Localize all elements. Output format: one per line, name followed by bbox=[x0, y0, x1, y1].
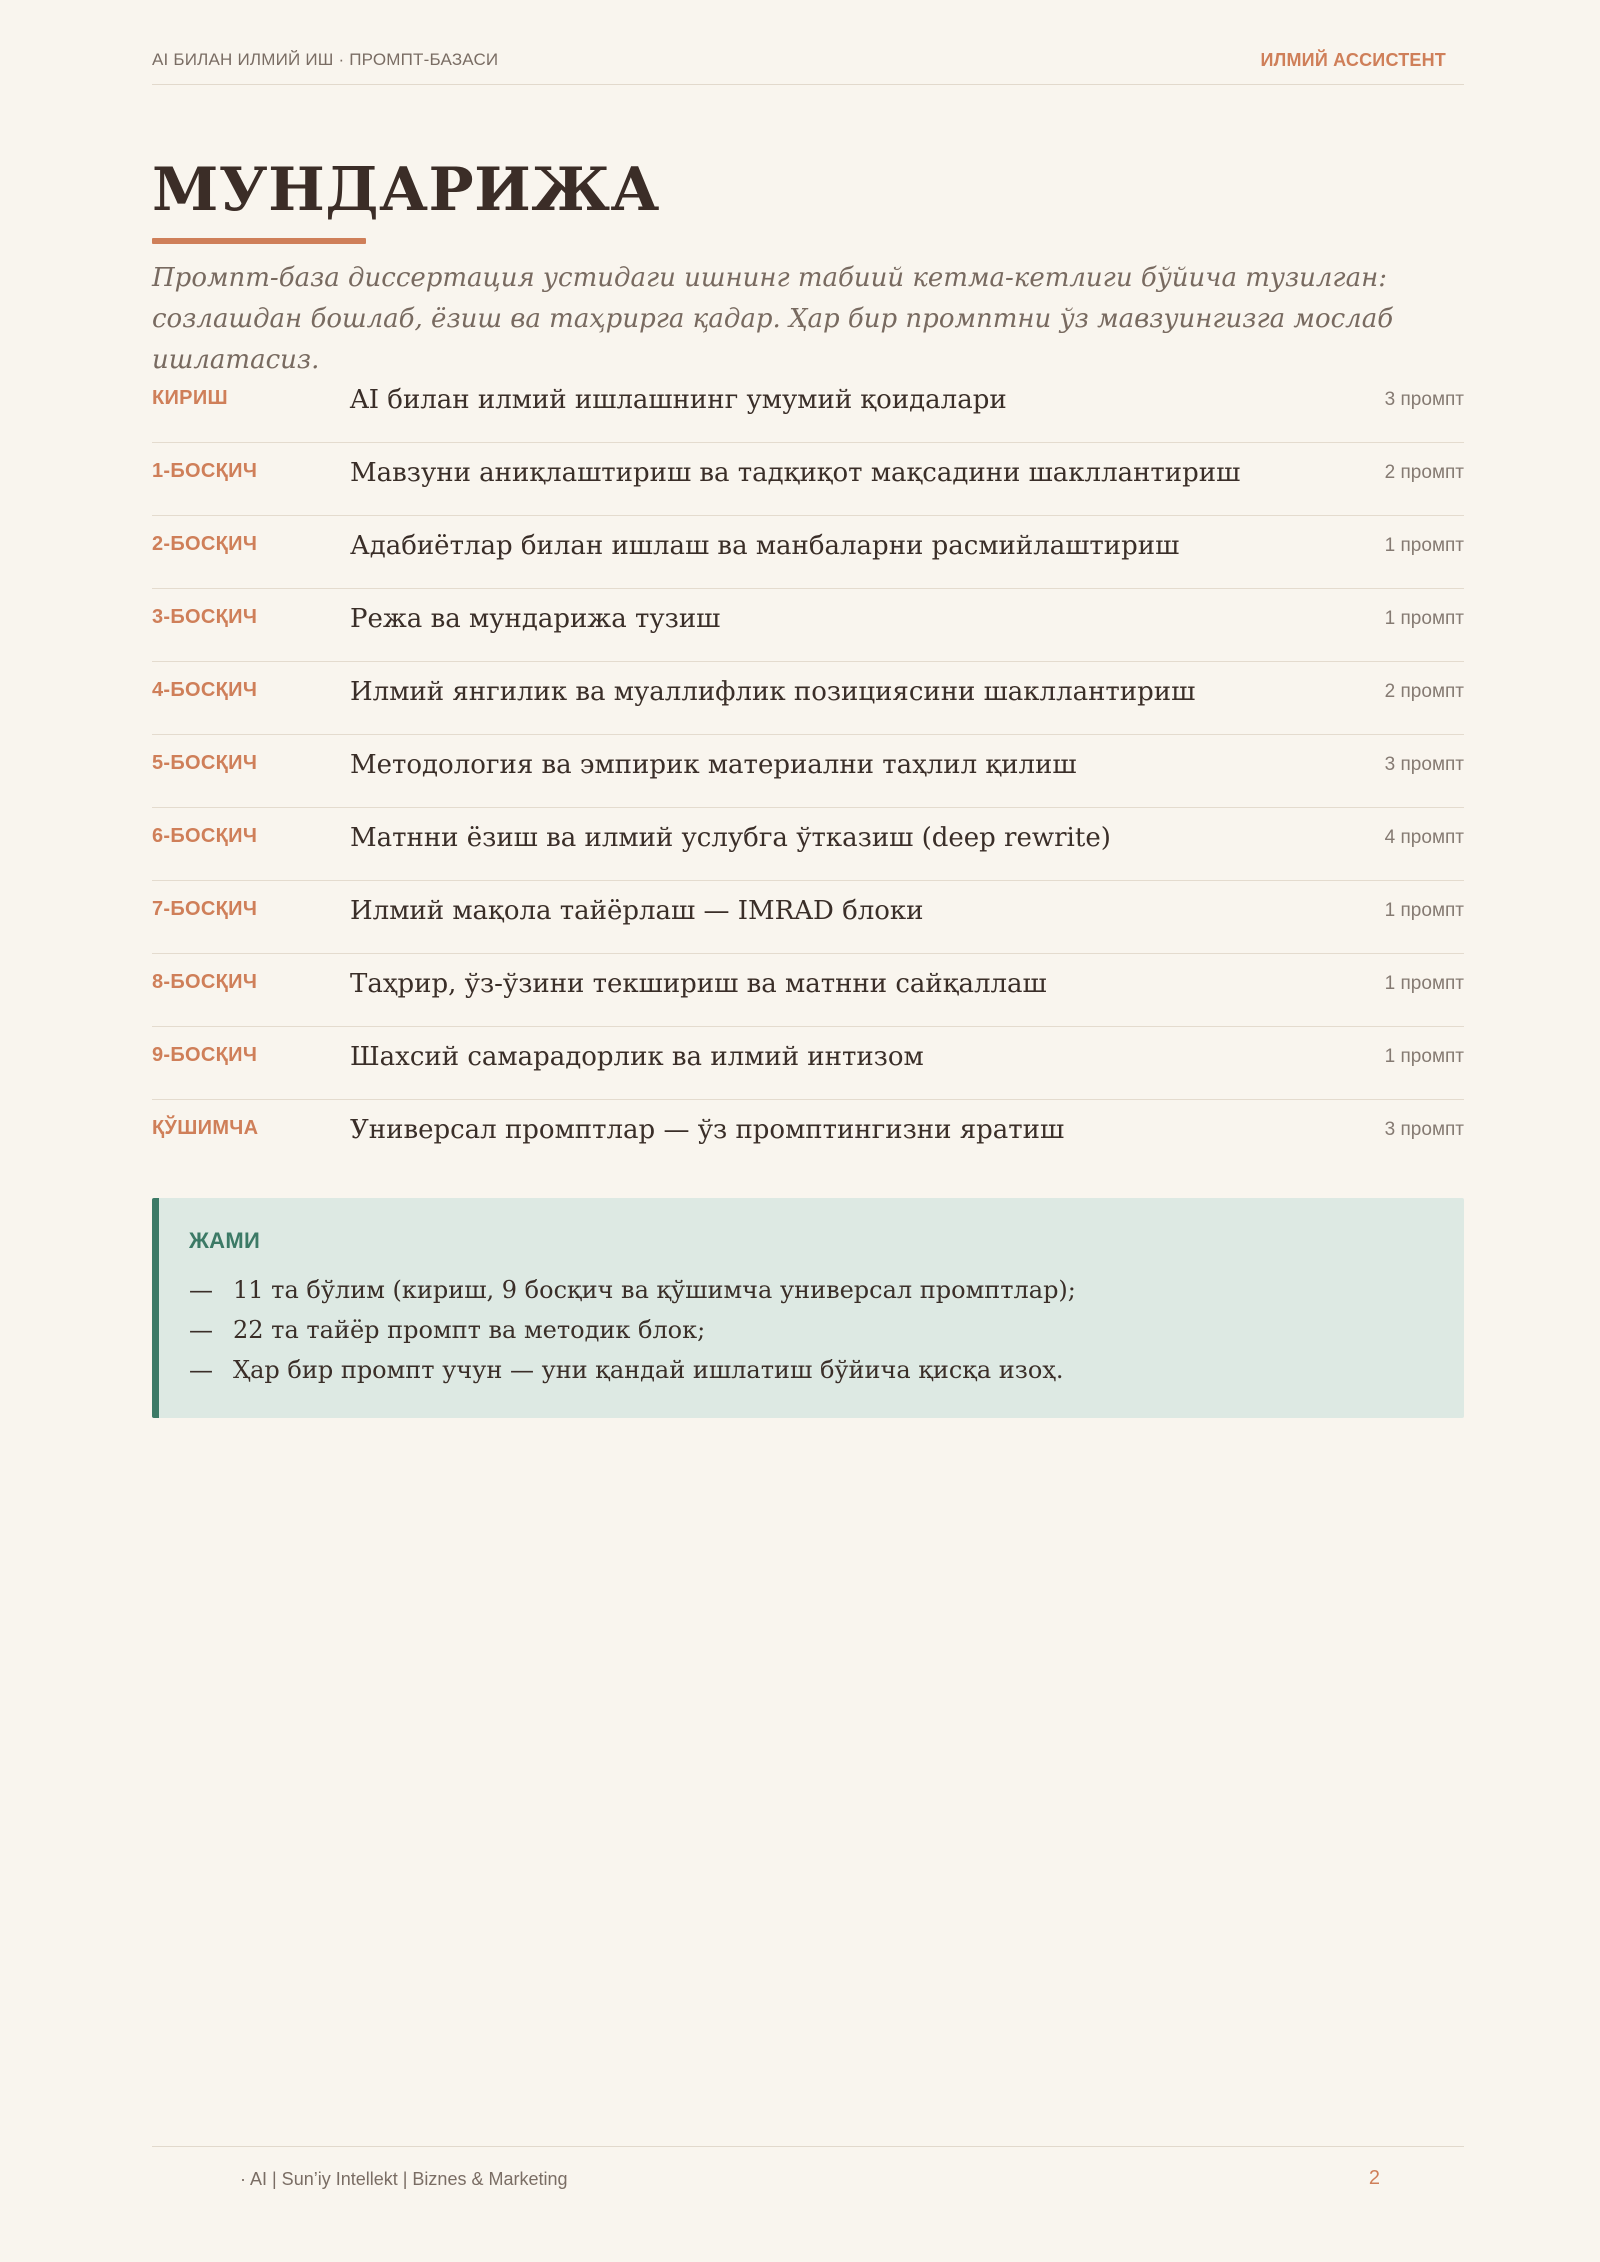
toc-entry-title: Режа ва мундарижа тузиш bbox=[350, 604, 721, 634]
toc-row[interactable] bbox=[152, 1100, 1464, 1172]
toc-entry-title: Адабиётлар билан ишлаш ва манбаларни расмийлаштириш bbox=[350, 531, 1180, 561]
toc-row[interactable] bbox=[152, 1027, 1464, 1100]
toc-entry-title: Матнни ёзиш ва илмий услубга ўтказиш (deep rewrite) bbox=[350, 823, 1111, 853]
toc-entry-title: Методология ва эмпирик материални таҳлил қилиш bbox=[350, 750, 1077, 780]
summary-dash: — bbox=[189, 1316, 213, 1344]
toc-stage-label: 2-БОСҚИЧ bbox=[152, 533, 258, 555]
toc-row[interactable] bbox=[152, 443, 1464, 516]
toc-stage-label: 8-БОСҚИЧ bbox=[152, 971, 258, 993]
toc-prompt-count: 3 промпт bbox=[1384, 754, 1464, 775]
toc-prompt-count: 1 промпт bbox=[1384, 973, 1464, 994]
toc-row[interactable] bbox=[152, 881, 1464, 954]
title-underline bbox=[152, 238, 366, 244]
toc-row[interactable] bbox=[152, 735, 1464, 808]
page-number: 2 bbox=[1368, 2167, 1380, 2189]
toc-row[interactable] bbox=[152, 589, 1464, 662]
summary-item bbox=[189, 1270, 1076, 1310]
toc-stage-label: 7-БОСҚИЧ bbox=[152, 898, 258, 920]
toc-stage-label: 6-БОСҚИЧ bbox=[152, 825, 258, 847]
toc-stage-label: 9-БОСҚИЧ bbox=[152, 1044, 258, 1066]
toc-stage-label: 4-БОСҚИЧ bbox=[152, 679, 258, 701]
toc-row[interactable] bbox=[152, 954, 1464, 1027]
toc-entry-title: AI билан илмий ишлашнинг умумий қоидалари bbox=[350, 385, 1007, 415]
document-page bbox=[152, 0, 1464, 2262]
toc-prompt-count: 1 промпт bbox=[1384, 608, 1464, 629]
toc-row[interactable] bbox=[152, 662, 1464, 735]
page-title: МУНДАРИЖА bbox=[152, 155, 660, 225]
table-of-contents bbox=[152, 370, 1464, 1172]
summary-item bbox=[189, 1310, 1076, 1350]
toc-stage-label: ҚЎШИМЧА bbox=[152, 1117, 259, 1139]
summary-item-text: Ҳар бир промпт учун — уни қандай ишлатиш бўйича қисқа изоҳ. bbox=[233, 1356, 1064, 1384]
toc-entry-title: Илмий янгилик ва муаллифлик позициясини шакллантириш bbox=[350, 677, 1196, 707]
toc-entry-title: Илмий мақола тайёрлаш — IMRAD блоки bbox=[350, 896, 924, 926]
page-footer bbox=[152, 2146, 1464, 2189]
running-header bbox=[152, 48, 1464, 85]
toc-prompt-count: 1 промпт bbox=[1384, 900, 1464, 921]
toc-prompt-count: 1 промпт bbox=[1384, 535, 1464, 556]
toc-prompt-count: 2 промпт bbox=[1384, 462, 1464, 483]
summary-box bbox=[152, 1198, 1464, 1418]
summary-dash: — bbox=[189, 1276, 213, 1304]
toc-stage-label: 1-БОСҚИЧ bbox=[152, 460, 258, 482]
summary-item-text: 22 та тайёр промпт ва методик блок; bbox=[233, 1316, 706, 1344]
toc-entry-title: Таҳрир, ўз-ўзини текшириш ва матнни сайқаллаш bbox=[350, 969, 1047, 999]
summary-dash: — bbox=[189, 1356, 213, 1384]
running-header-section: ИЛМИЙ АССИСТЕНТ bbox=[1260, 50, 1446, 70]
summary-item-text: 11 та бўлим (кириш, 9 босқич ва қўшимча универсал промптлар); bbox=[233, 1276, 1076, 1304]
toc-stage-label: 3-БОСҚИЧ bbox=[152, 606, 258, 628]
toc-row[interactable] bbox=[152, 808, 1464, 881]
toc-stage-label: 5-БОСҚИЧ bbox=[152, 752, 258, 774]
toc-prompt-count: 4 промпт bbox=[1384, 827, 1464, 848]
toc-prompt-count: 3 промпт bbox=[1384, 1119, 1464, 1140]
toc-row[interactable] bbox=[152, 516, 1464, 589]
running-header-title: AI БИЛАН ИЛМИЙ ИШ · ПРОМПТ-БАЗАСИ bbox=[152, 50, 499, 69]
toc-entry-title: Мавзуни аниқлаштириш ва тадқиқот мақсадини шакллантириш bbox=[350, 458, 1241, 488]
intro-paragraph: Промпт-база диссертация устидаги ишнинг табиий кетма-кетлиги бўйича тузилган: созлашдан бошлаб, ёзиш ва таҳрирга қадар. Ҳар бир промптни ўз мавзуингизга мослаб ишлатасиз. bbox=[152, 263, 1394, 375]
toc-row[interactable] bbox=[152, 370, 1464, 443]
toc-prompt-count: 3 промпт bbox=[1384, 389, 1464, 410]
summary-item bbox=[189, 1350, 1076, 1390]
toc-prompt-count: 1 промпт bbox=[1384, 1046, 1464, 1067]
footer-credit: · AI | Sun’iy Intellekt | Biznes & Marketing bbox=[240, 2169, 568, 2189]
toc-stage-label: КИРИШ bbox=[152, 387, 228, 409]
toc-entry-title: Универсал промптлар — ўз промптингизни яратиш bbox=[350, 1115, 1065, 1145]
summary-heading: ЖАМИ bbox=[189, 1228, 261, 1253]
toc-entry-title: Шахсий самарадорлик ва илмий интизом bbox=[350, 1042, 924, 1072]
summary-list bbox=[189, 1270, 1076, 1390]
toc-prompt-count: 2 промпт bbox=[1384, 681, 1464, 702]
